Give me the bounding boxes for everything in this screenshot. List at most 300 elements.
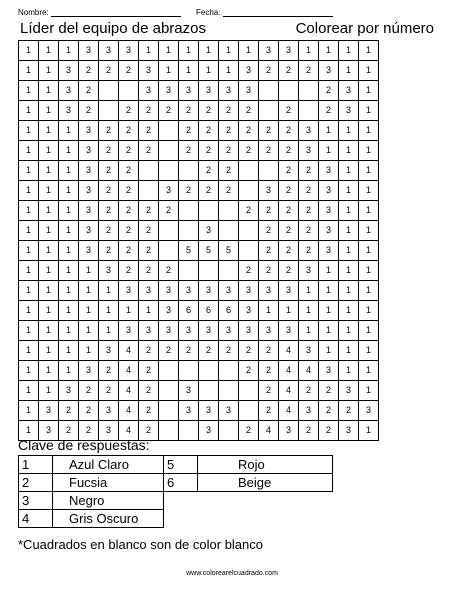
grid-cell[interactable] [239,401,259,421]
grid-cell[interactable]: 3 [79,141,99,161]
grid-cell[interactable]: 1 [79,301,99,321]
grid-cell[interactable]: 2 [139,261,159,281]
grid-cell[interactable]: 2 [139,121,159,141]
grid-cell[interactable]: 2 [219,181,239,201]
grid-cell[interactable]: 4 [259,421,279,441]
grid-cell[interactable]: 3 [99,261,119,281]
grid-cell[interactable]: 1 [19,381,39,401]
grid-cell[interactable]: 1 [339,281,359,301]
grid-cell[interactable]: 2 [119,221,139,241]
grid-cell[interactable]: 2 [239,141,259,161]
grid-cell[interactable]: 1 [59,41,79,61]
grid-cell[interactable]: 2 [119,101,139,121]
grid-cell[interactable]: 1 [19,421,39,441]
grid-cell[interactable]: 1 [359,161,379,181]
grid-cell[interactable]: 4 [279,381,299,401]
grid-cell[interactable]: 5 [199,241,219,261]
grid-cell[interactable]: 2 [119,121,139,141]
grid-cell[interactable]: 3 [339,381,359,401]
grid-cell[interactable]: 1 [319,321,339,341]
grid-cell[interactable]: 1 [139,301,159,321]
grid-cell[interactable]: 3 [319,61,339,81]
grid-cell[interactable]: 1 [99,321,119,341]
grid-cell[interactable]: 2 [99,361,119,381]
grid-cell[interactable]: 2 [279,261,299,281]
grid-cell[interactable]: 2 [319,81,339,101]
grid-cell[interactable]: 3 [139,281,159,301]
grid-cell[interactable]: 1 [59,161,79,181]
grid-cell[interactable]: 1 [359,421,379,441]
grid-cell[interactable]: 1 [359,101,379,121]
grid-cell[interactable]: 1 [299,321,319,341]
grid-cell[interactable]: 1 [59,261,79,281]
grid-cell[interactable]: 1 [339,261,359,281]
grid-cell[interactable]: 1 [359,241,379,261]
grid-cell[interactable] [159,421,179,441]
grid-cell[interactable]: 2 [299,181,319,201]
grid-cell[interactable]: 2 [139,141,159,161]
grid-cell[interactable]: 3 [299,341,319,361]
grid-cell[interactable]: 2 [219,141,239,161]
grid-cell[interactable] [219,421,239,441]
grid-cell[interactable]: 2 [319,101,339,121]
grid-cell[interactable]: 1 [19,121,39,141]
grid-cell[interactable]: 6 [179,301,199,321]
grid-cell[interactable] [299,101,319,121]
grid-cell[interactable]: 3 [79,201,99,221]
grid-cell[interactable]: 1 [339,221,359,241]
grid-cell[interactable] [179,161,199,181]
grid-cell[interactable]: 2 [159,261,179,281]
grid-cell[interactable]: 1 [19,181,39,201]
grid-cell[interactable] [179,261,199,281]
grid-cell[interactable]: 1 [359,181,379,201]
grid-cell[interactable]: 2 [199,181,219,201]
grid-cell[interactable]: 1 [319,301,339,321]
grid-cell[interactable]: 1 [239,41,259,61]
grid-cell[interactable]: 1 [19,261,39,281]
grid-cell[interactable]: 2 [279,201,299,221]
grid-cell[interactable]: 1 [19,221,39,241]
grid-cell[interactable] [219,381,239,401]
grid-cell[interactable]: 2 [99,161,119,181]
grid-cell[interactable]: 1 [299,301,319,321]
grid-cell[interactable]: 1 [19,361,39,381]
grid-cell[interactable]: 2 [219,161,239,181]
grid-cell[interactable]: 3 [199,81,219,101]
grid-cell[interactable]: 2 [299,241,319,261]
grid-cell[interactable]: 3 [299,121,319,141]
grid-cell[interactable] [219,201,239,221]
grid-cell[interactable]: 3 [259,41,279,61]
grid-cell[interactable]: 2 [279,141,299,161]
grid-cell[interactable] [179,221,199,241]
grid-cell[interactable]: 1 [59,301,79,321]
grid-cell[interactable]: 1 [339,201,359,221]
grid-cell[interactable]: 1 [359,381,379,401]
grid-cell[interactable] [159,221,179,241]
grid-cell[interactable]: 3 [159,281,179,301]
grid-cell[interactable]: 3 [79,161,99,181]
grid-cell[interactable]: 1 [79,281,99,301]
grid-cell[interactable]: 2 [299,161,319,181]
grid-cell[interactable]: 2 [219,341,239,361]
grid-cell[interactable]: 3 [179,81,199,101]
grid-cell[interactable]: 2 [259,381,279,401]
grid-cell[interactable] [299,81,319,101]
grid-cell[interactable]: 1 [19,141,39,161]
grid-cell[interactable]: 3 [159,321,179,341]
grid-cell[interactable]: 2 [119,261,139,281]
grid-cell[interactable]: 4 [119,361,139,381]
grid-cell[interactable]: 3 [339,421,359,441]
grid-cell[interactable]: 2 [159,201,179,221]
grid-cell[interactable]: 1 [39,121,59,141]
grid-cell[interactable]: 3 [39,401,59,421]
grid-cell[interactable]: 2 [139,401,159,421]
grid-cell[interactable]: 1 [39,301,59,321]
grid-cell[interactable]: 1 [159,41,179,61]
grid-cell[interactable]: 2 [299,381,319,401]
grid-cell[interactable]: 1 [339,241,359,261]
grid-cell[interactable]: 1 [39,161,59,181]
grid-cell[interactable]: 3 [99,341,119,361]
grid-cell[interactable]: 2 [179,101,199,121]
grid-cell[interactable]: 2 [99,381,119,401]
grid-cell[interactable]: 3 [319,241,339,261]
grid-cell[interactable]: 1 [19,241,39,261]
grid-cell[interactable]: 1 [59,181,79,201]
grid-cell[interactable]: 6 [199,301,219,321]
grid-cell[interactable]: 3 [179,321,199,341]
grid-cell[interactable]: 1 [339,301,359,321]
grid-cell[interactable] [99,101,119,121]
grid-cell[interactable]: 2 [139,381,159,401]
grid-cell[interactable]: 1 [119,301,139,321]
grid-cell[interactable] [199,381,219,401]
grid-cell[interactable]: 1 [19,401,39,421]
grid-cell[interactable] [159,121,179,141]
grid-cell[interactable]: 3 [259,321,279,341]
grid-cell[interactable]: 3 [99,421,119,441]
grid-cell[interactable]: 3 [119,41,139,61]
grid-cell[interactable]: 3 [299,141,319,161]
grid-cell[interactable]: 3 [239,61,259,81]
grid-cell[interactable]: 2 [99,181,119,201]
grid-cell[interactable] [179,421,199,441]
grid-cell[interactable]: 1 [359,361,379,381]
grid-cell[interactable]: 3 [99,41,119,61]
grid-cell[interactable]: 1 [39,41,59,61]
grid-cell[interactable]: 3 [319,361,339,381]
grid-cell[interactable]: 1 [359,141,379,161]
grid-cell[interactable]: 2 [259,401,279,421]
grid-cell[interactable]: 3 [59,101,79,121]
grid-cell[interactable]: 2 [119,141,139,161]
grid-cell[interactable]: 2 [319,401,339,421]
grid-cell[interactable]: 2 [179,341,199,361]
grid-cell[interactable] [159,401,179,421]
grid-cell[interactable] [159,161,179,181]
grid-cell[interactable]: 3 [259,281,279,301]
grid-cell[interactable]: 3 [99,401,119,421]
grid-cell[interactable]: 3 [79,361,99,381]
grid-cell[interactable]: 2 [259,361,279,381]
grid-cell[interactable]: 2 [139,341,159,361]
grid-cell[interactable]: 3 [119,321,139,341]
grid-cell[interactable]: 1 [39,81,59,101]
grid-cell[interactable]: 2 [259,261,279,281]
grid-cell[interactable]: 1 [339,341,359,361]
grid-cell[interactable]: 1 [299,281,319,301]
grid-cell[interactable] [199,361,219,381]
grid-cell[interactable]: 1 [59,361,79,381]
grid-cell[interactable]: 1 [359,41,379,61]
grid-cell[interactable]: 3 [159,301,179,321]
grid-cell[interactable]: 3 [59,381,79,401]
grid-cell[interactable]: 1 [339,321,359,341]
grid-cell[interactable]: 3 [199,221,219,241]
grid-cell[interactable]: 1 [59,281,79,301]
grid-cell[interactable]: 1 [39,381,59,401]
grid-cell[interactable] [239,241,259,261]
grid-cell[interactable]: 2 [99,141,119,161]
grid-cell[interactable]: 1 [359,61,379,81]
grid-cell[interactable]: 1 [79,341,99,361]
grid-cell[interactable]: 1 [19,321,39,341]
grid-cell[interactable]: 3 [319,161,339,181]
grid-cell[interactable]: 1 [19,281,39,301]
grid-cell[interactable]: 1 [39,141,59,161]
grid-cell[interactable] [159,241,179,261]
grid-cell[interactable]: 1 [99,301,119,321]
grid-cell[interactable]: 4 [119,341,139,361]
grid-cell[interactable]: 1 [59,121,79,141]
grid-cell[interactable]: 2 [199,341,219,361]
grid-cell[interactable]: 2 [79,61,99,81]
grid-cell[interactable]: 1 [339,41,359,61]
grid-cell[interactable]: 1 [359,121,379,141]
grid-cell[interactable]: 1 [39,181,59,201]
grid-cell[interactable]: 3 [179,281,199,301]
grid-cell[interactable] [139,181,159,201]
grid-cell[interactable]: 1 [39,241,59,261]
grid-cell[interactable]: 3 [179,381,199,401]
grid-cell[interactable] [259,81,279,101]
grid-cell[interactable]: 1 [319,41,339,61]
grid-cell[interactable]: 2 [279,121,299,141]
grid-cell[interactable]: 2 [319,421,339,441]
grid-cell[interactable]: 2 [279,101,299,121]
grid-cell[interactable]: 3 [159,181,179,201]
grid-cell[interactable]: 2 [79,381,99,401]
grid-cell[interactable]: 1 [39,221,59,241]
grid-cell[interactable]: 1 [19,41,39,61]
grid-cell[interactable]: 2 [119,241,139,261]
grid-cell[interactable]: 2 [279,181,299,201]
grid-cell[interactable]: 1 [39,361,59,381]
grid-cell[interactable]: 2 [179,121,199,141]
grid-cell[interactable]: 2 [219,121,239,141]
grid-cell[interactable]: 2 [99,241,119,261]
grid-cell[interactable]: 2 [119,181,139,201]
grid-cell[interactable]: 1 [339,121,359,141]
grid-cell[interactable] [219,261,239,281]
grid-cell[interactable]: 1 [319,121,339,141]
grid-cell[interactable]: 2 [139,241,159,261]
grid-cell[interactable]: 1 [99,281,119,301]
grid-cell[interactable]: 1 [339,361,359,381]
grid-cell[interactable] [159,361,179,381]
grid-cell[interactable]: 1 [339,61,359,81]
grid-cell[interactable]: 2 [99,61,119,81]
grid-cell[interactable] [239,221,259,241]
grid-cell[interactable] [159,381,179,401]
grid-cell[interactable]: 6 [219,301,239,321]
grid-cell[interactable] [239,181,259,201]
grid-cell[interactable]: 1 [179,41,199,61]
grid-cell[interactable]: 1 [359,201,379,221]
grid-cell[interactable]: 2 [259,61,279,81]
grid-cell[interactable]: 3 [179,401,199,421]
grid-cell[interactable]: 1 [79,261,99,281]
grid-cell[interactable]: 1 [339,141,359,161]
grid-cell[interactable]: 2 [259,201,279,221]
grid-cell[interactable]: 2 [239,421,259,441]
grid-cell[interactable]: 1 [159,61,179,81]
grid-cell[interactable]: 3 [219,401,239,421]
grid-cell[interactable]: 2 [99,221,119,241]
grid-cell[interactable]: 1 [319,281,339,301]
grid-cell[interactable]: 3 [259,181,279,201]
grid-cell[interactable]: 3 [79,241,99,261]
grid-cell[interactable]: 3 [199,281,219,301]
grid-cell[interactable]: 2 [279,161,299,181]
grid-cell[interactable]: 1 [39,341,59,361]
grid-cell[interactable]: 2 [139,361,159,381]
grid-cell[interactable]: 4 [299,361,319,381]
grid-cell[interactable]: 1 [39,201,59,221]
grid-cell[interactable]: 2 [79,81,99,101]
grid-cell[interactable]: 2 [199,101,219,121]
grid-cell[interactable]: 2 [279,61,299,81]
grid-cell[interactable]: 1 [39,101,59,121]
grid-cell[interactable]: 2 [299,421,319,441]
grid-cell[interactable]: 2 [119,161,139,181]
grid-cell[interactable]: 1 [39,281,59,301]
grid-cell[interactable]: 1 [359,281,379,301]
grid-cell[interactable]: 2 [199,161,219,181]
grid-cell[interactable]: 1 [339,181,359,201]
grid-cell[interactable]: 2 [299,61,319,81]
grid-cell[interactable]: 2 [139,421,159,441]
grid-cell[interactable]: 1 [59,241,79,261]
grid-cell[interactable]: 2 [79,401,99,421]
grid-cell[interactable]: 1 [19,201,39,221]
grid-cell[interactable]: 3 [339,101,359,121]
grid-cell[interactable]: 4 [279,341,299,361]
grid-cell[interactable]: 1 [319,261,339,281]
grid-cell[interactable]: 4 [119,401,139,421]
grid-cell[interactable]: 4 [279,401,299,421]
grid-cell[interactable]: 3 [79,121,99,141]
grid-cell[interactable]: 1 [59,221,79,241]
grid-cell[interactable]: 2 [239,341,259,361]
grid-cell[interactable]: 3 [319,221,339,241]
grid-cell[interactable] [219,221,239,241]
grid-cell[interactable]: 3 [319,201,339,221]
grid-cell[interactable]: 3 [279,41,299,61]
grid-cell[interactable] [99,81,119,101]
grid-cell[interactable]: 1 [39,261,59,281]
grid-cell[interactable]: 3 [239,301,259,321]
grid-cell[interactable]: 1 [219,41,239,61]
grid-cell[interactable] [199,261,219,281]
grid-cell[interactable]: 1 [19,61,39,81]
grid-cell[interactable]: 4 [119,421,139,441]
grid-cell[interactable]: 2 [139,201,159,221]
grid-cell[interactable]: 2 [119,201,139,221]
grid-cell[interactable]: 2 [139,101,159,121]
grid-cell[interactable]: 2 [199,141,219,161]
grid-cell[interactable]: 2 [239,201,259,221]
grid-cell[interactable]: 1 [359,321,379,341]
grid-cell[interactable]: 3 [279,421,299,441]
grid-cell[interactable]: 1 [359,261,379,281]
grid-cell[interactable]: 3 [359,401,379,421]
grid-cell[interactable]: 2 [259,141,279,161]
grid-cell[interactable]: 2 [219,101,239,121]
grid-cell[interactable]: 3 [199,421,219,441]
grid-cell[interactable]: 1 [59,341,79,361]
grid-cell[interactable]: 3 [59,61,79,81]
grid-cell[interactable]: 2 [299,201,319,221]
grid-cell[interactable]: 2 [79,421,99,441]
grid-cell[interactable]: 1 [359,221,379,241]
grid-cell[interactable]: 1 [219,61,239,81]
grid-cell[interactable]: 1 [179,61,199,81]
grid-cell[interactable]: 3 [219,81,239,101]
grid-cell[interactable]: 2 [239,361,259,381]
grid-cell[interactable]: 2 [259,341,279,361]
grid-cell[interactable]: 3 [219,321,239,341]
grid-cell[interactable]: 2 [159,101,179,121]
grid-cell[interactable]: 3 [239,81,259,101]
grid-cell[interactable]: 2 [119,61,139,81]
grid-cell[interactable]: 5 [179,241,199,261]
grid-cell[interactable]: 1 [199,41,219,61]
grid-cell[interactable]: 1 [79,321,99,341]
grid-cell[interactable]: 1 [19,301,39,321]
grid-cell[interactable]: 3 [79,221,99,241]
grid-cell[interactable]: 5 [219,241,239,261]
grid-cell[interactable]: 3 [219,281,239,301]
grid-cell[interactable] [119,81,139,101]
grid-cell[interactable]: 3 [79,41,99,61]
grid-cell[interactable]: 1 [19,161,39,181]
grid-cell[interactable]: 3 [279,281,299,301]
grid-cell[interactable]: 2 [279,241,299,261]
grid-cell[interactable]: 4 [119,381,139,401]
grid-cell[interactable]: 2 [199,121,219,141]
grid-cell[interactable]: 3 [199,321,219,341]
grid-cell[interactable]: 1 [59,201,79,221]
grid-cell[interactable]: 1 [19,341,39,361]
grid-cell[interactable]: 1 [359,81,379,101]
grid-cell[interactable] [259,101,279,121]
grid-cell[interactable]: 1 [279,301,299,321]
grid-cell[interactable]: 2 [179,181,199,201]
